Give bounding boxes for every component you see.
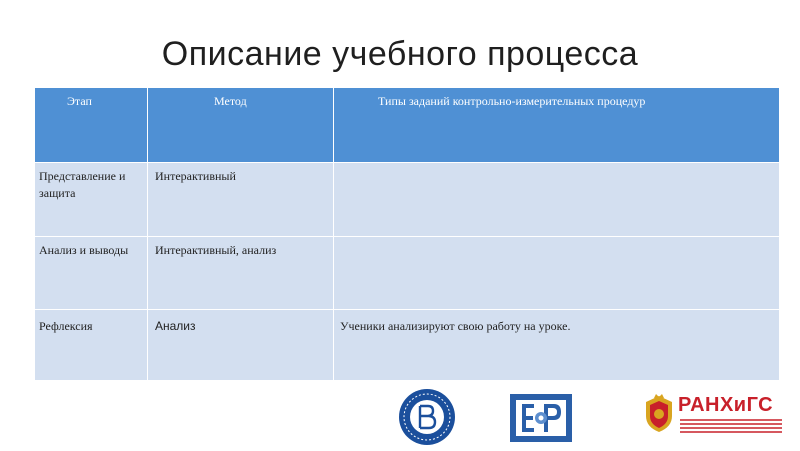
table-row (35, 163, 780, 237)
table-header-row (35, 88, 780, 163)
cell-task-types (334, 237, 780, 310)
hse-logo-icon (398, 388, 456, 446)
cell-task-types: Ученики анализируют свою работу на уроке. (334, 310, 780, 381)
cell-stage: Рефлексия (35, 310, 148, 381)
header-task-types: Типы заданий контрольно-измерительных процедур (334, 88, 780, 163)
table-row (35, 237, 780, 310)
ranepa-wordmark: РАНХиГС (678, 394, 774, 416)
ranepa-emblem-icon (642, 394, 676, 434)
cell-stage: Представление и защита (35, 163, 148, 237)
ep-logo-svg (508, 392, 574, 444)
cell-method: Интерактивный (148, 163, 334, 237)
cell-stage: Анализ и выводы (35, 237, 148, 310)
cell-method: Интерактивный, анализ (148, 237, 334, 310)
slide-title: Описание учебного процесса (161, 35, 639, 73)
process-table (34, 87, 780, 381)
cell-task-types (334, 163, 780, 237)
cell-method: Анализ (148, 310, 334, 381)
ranepa-subtitle-lines (680, 419, 782, 435)
header-stage: Этап (35, 88, 148, 163)
hse-logo-svg (398, 388, 456, 446)
ranepa-logo (642, 392, 782, 438)
ep-logo-icon (508, 392, 574, 444)
table-row (35, 310, 780, 381)
header-method: Метод (148, 88, 334, 163)
